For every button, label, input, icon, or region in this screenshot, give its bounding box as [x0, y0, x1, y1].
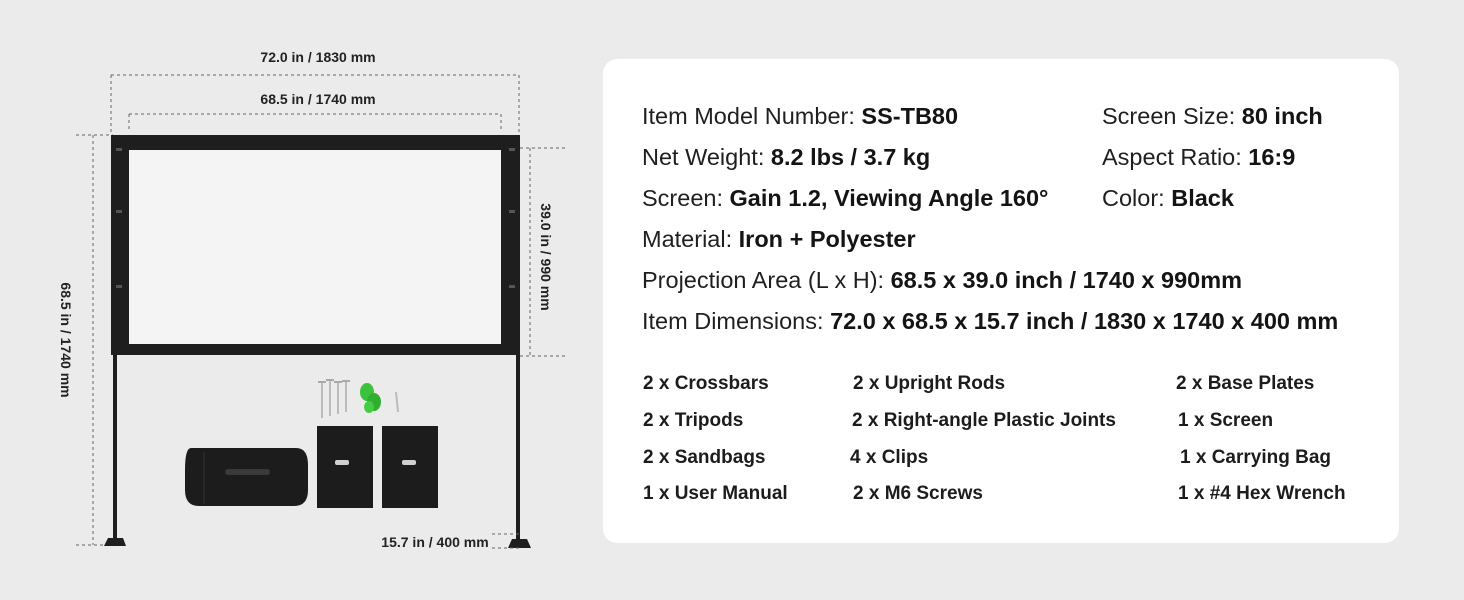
spec-color-label: Color:: [1102, 185, 1165, 211]
product-diagram: [0, 0, 600, 600]
package-item: 2 x Crossbars: [643, 373, 769, 394]
package-item: 1 x Screen: [1178, 410, 1274, 431]
screen-width-label: 68.5 in / 1740 mm: [260, 91, 376, 107]
spec-projection-area-value: 68.5 x 39.0 inch / 1740 x 990mm: [890, 267, 1243, 293]
spec-item-dimensions-label: Item Dimensions:: [642, 308, 824, 334]
carrying-bag: [185, 448, 308, 506]
package-item: 1 x Carrying Bag: [1180, 447, 1331, 468]
screen-height-dimension: [520, 148, 568, 356]
package-item: 2 x Upright Rods: [853, 373, 1006, 394]
package-item: 1 x User Manual: [643, 483, 788, 504]
package-contents: [603, 59, 1399, 543]
screen-height-label: 39.0 in / 990 mm: [538, 203, 554, 311]
left-foot-plate: [104, 538, 126, 546]
screen-surface: [129, 150, 501, 344]
spec-model-value: SS-TB80: [861, 103, 959, 129]
package-item: 2 x Base Plates: [1176, 373, 1315, 394]
package-item: 2 x M6 Screws: [853, 483, 983, 504]
overall-height-dimension: [58, 135, 113, 545]
spec-net-weight-value: 8.2 lbs / 3.7 kg: [770, 144, 931, 170]
spec-material-label: Material:: [642, 226, 733, 252]
package-item: 2 x Right-angle Plastic Joints: [852, 410, 1116, 431]
spec-projection-area-label: Projection Area (L x H):: [642, 267, 885, 293]
spec-material-value: Iron + Polyester: [738, 226, 916, 252]
spec-screen-size-label: Screen Size:: [1102, 103, 1236, 129]
overall-width-label: 72.0 in / 1830 mm: [260, 49, 376, 65]
spec-card: [603, 59, 1399, 543]
package-item: 2 x Tripods: [643, 410, 744, 431]
package-item: 2 x Sandbags: [643, 447, 766, 468]
stakes-and-ropes: [318, 380, 398, 418]
depth-dimension: [381, 534, 520, 550]
package-item: 4 x Clips: [850, 447, 929, 468]
package-item: 1 x #4 Hex Wrench: [1178, 483, 1346, 504]
overall-height-label: 68.5 in / 1740 mm: [58, 282, 74, 398]
right-foot-plate: [508, 539, 531, 548]
screen-width-dimension: [129, 91, 501, 132]
depth-label: 15.7 in / 400 mm: [381, 534, 489, 550]
spec-net-weight-label: Net Weight:: [642, 144, 765, 170]
spec-aspect-ratio-label: Aspect Ratio:: [1102, 144, 1242, 170]
spec-model-label: Item Model Number:: [642, 103, 855, 129]
spec-screen-size-value: 80 inch: [1241, 103, 1323, 129]
spec-item-dimensions-value: 72.0 x 68.5 x 15.7 inch / 1830 x 1740 x 400 mm: [830, 308, 1339, 334]
spec-aspect-ratio-value: 16:9: [1248, 144, 1296, 170]
sandbags: [317, 426, 438, 508]
spec-screen-label: Screen:: [642, 185, 723, 211]
spec-color-value: Black: [1171, 185, 1234, 211]
spec-screen-value: Gain 1.2, Viewing Angle 160°: [729, 185, 1049, 211]
